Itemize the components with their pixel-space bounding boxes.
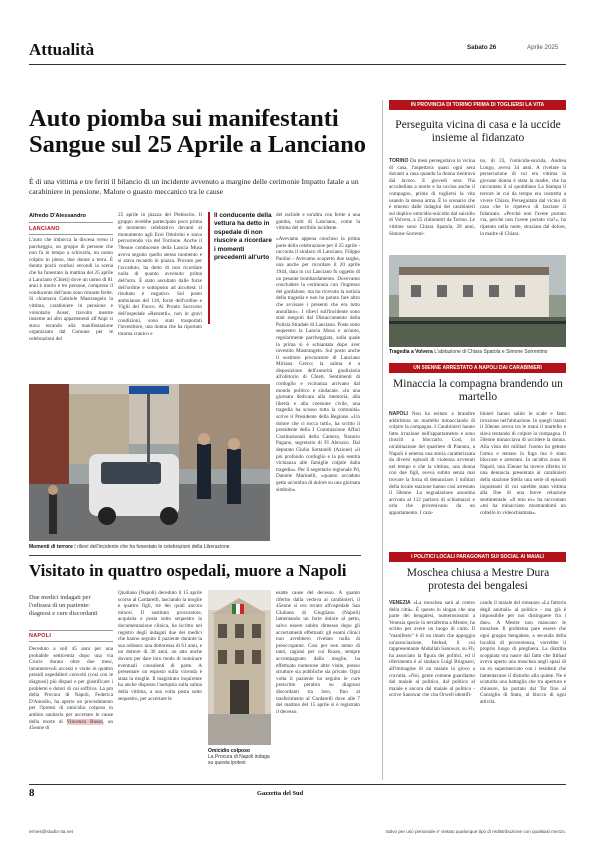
footer-left-note: ermes@studio-3a.net — [29, 829, 73, 834]
author-byline: Alfredo D'Alessandro — [29, 213, 86, 219]
main-standfirst: È di una vittima e tre feriti il bilancio di un incidente avvenuto a margine delle cerimonie Impatto fatale a un carabiniere in pensione. Malore o guasto meccanico tra le cause — [29, 177, 359, 196]
main-photo-caption — [29, 544, 329, 550]
right2-kicker-bar — [389, 363, 566, 373]
dateline-napoli-story2: NAPOLI — [29, 633, 52, 639]
main-headline — [29, 106, 366, 157]
main-col-3-top: del rachide e un'altra con ferite a una gamba, tutti di Lanciano, come la vittima del terribile incidente. — [276, 212, 360, 232]
right3-col-2: cando il maiale del romanzo «La fattoria degli animali» al politico - ma già è impossibile per noi distinguere fra i due». A Mestre non mancano le moschee. Il problema pare essere che ogni gruppo bengalese, a seconda della località di provenienza, vorrebbe il proprio luogo di preghiera. La diatriba scoppiata ora nasce dal fatto che Ittihad aveva aperto una moschea negli spazi di un ex supermercato con i residenti che lamentavano il disturbo alla quiete. Ne è scaturita una battaglia che tra apertura e chiusure, ha portato dal Tar fino al Consiglio di Stato, al blocco di ogni attività. — [480, 600, 566, 705]
page-number: 8 — [29, 787, 35, 799]
right1-dateline: TORINO — [389, 158, 409, 164]
main-col-4: «Avevamo appena concluso la prima parte della celebrazione per il 25 aprile - racconta il sindaco di Lanciano, Filippo Paolini - Avevamo scoperto due targhe, una anche per ricordare il 20 aprile 1944, data in cui Lanciano fu oggetto di un pesante bombardamento. Dovevamo concludere la cerimonia con l'ingresso del gonfalone, ma ho ricevuto la notizia della tragedia e non ho potuto fare altro che avvisare i presenti che era tutto annullato». I rilievi sull'incidente sono stati eseguiti dal Distaccamento della Polizia Stradale di Lanciano. Poste sotto sequestro la Lancia Musa e un'auto, regolarmente parcheggiata, sulla quale la prima si è schiantata dopo aver investito Mastrangelo. Sul posto anche il sostituto procuratore di Lanciano Miriana Greco; la salma è a disposizione dell'autorità giudiziaria all'obitorio di Chieti. Sentimenti di cordoglio e vicinanza arrivano dal mondo politico e sindacale. «In una giornata dedicata alla memoria, alla libertà e alla coesione civile, una tragedia ha scosso tutta la comunità» scrive il Presidente della Regione. «Un dolore che ci tocca tutti», ha scritto il presidente della I Commissione Affari Costituzionali della Camera, Nazario Pagano, segretario di FI Abruzzo. Dal deputato Giulio Sottanelli (Azione) «il più profondo cordoglio e la più sentita vicinanza alle famiglie colpite dalla tragedia». Per il segretario regionale Pd, Daniele Marinelli, «quanto accaduto getta un'ombra di dolore su una giornata simbolo». — [276, 236, 360, 493]
right3-col-1 — [389, 600, 475, 780]
right1-headline: Perseguita vicina di casa e la uccide insieme al fidanzato — [395, 119, 561, 144]
main-headline-line-2: Sangue sul 25 Aprile a Lanciano — [29, 130, 366, 158]
right2-kicker: UN 50ENNE ARRESTATO A NAPOLI DAI CARABINIERI — [413, 365, 542, 371]
right3-headline: Moschea chiusa a Mestre Dura protesta dei bengalesi — [406, 567, 550, 592]
pullquote-box — [208, 212, 273, 324]
right3-kicker: I POLITICI LOCALI PARAGONATI SUI SOCIAL AI MAIALI — [411, 554, 544, 560]
story2-col-1-text: Deceduto a soli 45 anni per una probabile setticemia dopo una via Crucis durata oltre due mesi, innumerevoli accessi e visite in quattro presidi ospedalieri convolti (così con le diagnosi) più dispari e per giustificare i problemi e dolori di cui soffriva. La pm della Procura di Napoli, Federica D'Amodio, ha aperto un procedimento per l'ipotesi di omicidio colposo in ambito sanitario per accertare le cause della morte di — [29, 646, 113, 725]
main-headline-line-1: Auto piomba sui manifestanti — [29, 105, 339, 132]
right1-photo-illustration — [389, 255, 566, 347]
right1-col-2: no, di 23, l'omicida-suicida, Andrea Longo, aveva 34 anni. A rivelare la persecuzione di cui era vittima la giovane donna è stata la madre, che ha raccontato il al quotidiano La Stampa il terrore in cui da tempo era costretta a vivere Chiara. Perseguitata dal vicino di casa che le ripeteva di lasciare il fidanzato. «Perché non l'avete portato via, perché non l'avete portato via?», ha ripetuto nella notte, straziata dal dolore, la madre di Chiara. — [480, 158, 566, 237]
right1-photo — [389, 255, 566, 347]
right3-col-1-text: «La moschea sarà al centro della città». È questo lo slogan che una parte dei bengalesi, numerosissimi a Venezia specie in terraferma a Mestre, ha scritto per avere un luogo di culto. Il "manifesto" è di un imam che appoggia un'associazione, Ittehad, il cui rappresentante Abdullah Sanowar, su Fb, ha associato la figura dei politici, ed il riferimento è al sindaco Luigi Brugnaro, all'immagine di un maiale in gioco a cravatta. «Noi, gente comune guardiamo dal maiale al politico, dal politico al maiale e ancora dal maiale al politico - scrive Sanowar che cita Orwell identifi- — [389, 600, 475, 699]
footer-right-note: Salvo per uso personale e' vietato qualunque tipo di redistribuzione con qualsiasi mezzo. — [385, 829, 566, 834]
right3-kicker-bar — [389, 552, 566, 562]
right-column-separator — [382, 100, 383, 780]
story2-photo-caption-text: La Procura di Napoli indaga su questa ipotesi — [208, 754, 270, 766]
story2-dateline-rule-top — [29, 630, 113, 631]
right3-dateline: VENEZIA — [389, 600, 411, 606]
pullquote-text: Il conducente della vettura ha detto in ospedale di non riuscire a ricordare i momenti precedenti all'urto — [214, 212, 272, 262]
issue-day: Sabato 26 — [467, 44, 497, 51]
story2-col-3: esatte cause del decesso. A quanto riferito dalla vedova ai carabinieri, il 45enne si era recato all'ospedale San Giuliano di Giugliano (Napoli) lamentando un forte dolore al petto, salvo essere subito dimesso dopo gli accertamenti effettuati: gli esami clinici non avrebbero rivelato nulla di preoccupante. Così per non meno di tanti, ragioni per cui Russo, sempre accompagnato dalla moglie, ha effettuato numerose altre visite, presso strutture sia pubbliche sia private. Ogni volta il paziente ha seguito le cure prescritte peraltro su diagnosi discordanti tra loro, fino al trasferimento al Cardarelli dove alle 7 del mattino del 15 aprile si è registrato il decesso. — [276, 590, 360, 715]
right1-kicker: IN PROVINCIA DI TORINO PRIMA DI TOGLIERSI LA VITA — [410, 102, 545, 108]
byline-rule — [29, 222, 113, 223]
right1-photo-caption-bold: Tragedia a Volvera — [389, 349, 433, 355]
dateline-rule — [29, 234, 113, 235]
header-rule — [29, 64, 566, 65]
main-col-2: 25 aprile in piazza del Plebiscito. Il gruppo avrebbe partecipato poco prima al momento celebrativo davanti al monumento agli Eroi Ottobrini e stava percorrendo via del Torrione. Anche il 78enne conducente della Lancia Musa aveva seguito quello stesso momento e si stava recando in piazza. Provato per l'accaduto, ha detto di non ricordare nulla di quanto avvenuto prima dell'urto. È stato ascoltato dalle forze dell'ordine e sottoposto ad alcoltest: il risultato è negativo. Sul posto ambulanze del 118, forze dell'ordine e Vigili del Fuoco. Al Pronto Soccorso dell'ospedale «Renzetti», non in gravi condizioni, sono stati trasportati l'investitore, una donna che ha riportato trauma cranico e — [118, 212, 202, 337]
dateline-lanciano: LANCIANO — [29, 226, 60, 232]
publication-name: Gazzetta del Sud — [257, 790, 304, 797]
footer-rule — [29, 784, 566, 785]
right2-col-2: binieri hanno salito le scale e fatto irruzione nell'abitazione. In quegli istanti il 50enne aveva tra le mani il martello e stava tentando di colpire la compagna. Il 50enne minacciava di uccidere la donna. Alla vista dei militari l'uomo ha gettato l'arma e tentato la fuga ma è stato bloccato e arrestato. In un'altra zona di Napoli, una 35enne ha invece riferito in una denuncia presentata ai carabinieri della stazione Stella una serie di episodi inquietanti di cui sarebbe stata vittima alla fine di una breve relazione sentimentale. «Il mio ex» ha raccontato «mi ha minacciato mostrandomi un coltello in videochiamata». — [480, 411, 566, 516]
right2-headline: Minaccia la compagna brandendo un martello — [393, 378, 563, 403]
right1-col-1 — [389, 158, 475, 252]
main-col-1: L'auto che imbocca la discesa verso il parcheggio, un gruppo di persone che non fa in tempo a schivarla, un uomo colpito in pieno, due donne a terra. È durata pochi confusi secondi la scena che ha funestato la mattina del 25 aprile a Lanciano (Chieti) dove un uomo di 81 anni è morto e tre persone, compreso il conducente dell'auto sono rimaste ferite. Si chiamava Gabriele Mastrangelo la vittima, carabiniere in pensione e volontario Auser, travolto mentre insieme ad altri appartenenti all'Anpi si stava recando alla manifestazione organizzata dal Comune per le celebrazioni del — [29, 237, 113, 342]
story2-col-2: Qualiano (Napoli) deceduto il 15 aprile scorso al Cardarelli, lasciando la moglie e quattro figli, tre dei quali ancora minori. Il sostituto procuratore, acquisita e posta sotto sequestro la documentazione clinica, ha iscritto nel registro degli indagati due dei medici che hanno seguito il paziente durante la sua odissea: una dottoressa di 61 anni, e un dottore di 36 anni, un atto anche dovuto per dare loro modo di nominare eventuali consulenti di parte. A presentare un esposto sulla vicenda è stata la moglie. Il magistrato inquirente ha anche disposto l'autopsia sulla salma della vittima, a sua volta posta sotto sequestro, per accertare le — [118, 590, 202, 702]
story2-photo-caption — [208, 748, 271, 766]
section-title: Attualità — [29, 40, 95, 59]
main-photo-illustration — [29, 384, 270, 541]
story2-col-1 — [29, 646, 113, 781]
story2-headline: Visitato in quattro ospedali, muore a Napoli — [29, 561, 347, 580]
story2-top-rule — [29, 555, 361, 556]
right2-col-1 — [389, 411, 475, 542]
right2-col-1-text: Non ha esitato a brandire addirittura un martello minacciando di colpire la compagna. I Carabinieri hanno fatto irruzione nell'appartamento e sono riusciti a bloccarlo. Così, in un'abitazione del quartiere di Pianura, a Napoli è emersa una storia caratterizzata da diversi episodi di violenza avvenuti nel tempo e che la vittima, una donna con due figli, aveva subito senza mai trovare la forza di denunciare. I militari della locale stazione hanno così arrestato il 50enne. La segnalazione anonima arrivata al 112 parlava di schiamazzi e urla che provenivano da un appartamento. I cara- — [389, 411, 475, 516]
right1-kicker-bar — [389, 100, 566, 110]
main-photo — [29, 384, 270, 541]
story2-standfirst: Due medici indagati per l'odissea di un paziente: diagnosi e cure discordanti — [29, 594, 98, 617]
story2-photo — [208, 590, 271, 745]
story2-photo-illustration — [208, 590, 271, 745]
story2-col-1-end: , un 45enne di — [29, 718, 113, 732]
story2-photo-caption-bold: Omicidio colposo — [208, 748, 250, 754]
story2-dateline-rule-bottom — [29, 641, 113, 642]
right2-dateline: NAPOLI — [389, 411, 408, 417]
right1-photo-caption-text: L'abitazione di Chiara Spatola e Simone Sorrentino — [434, 349, 548, 355]
issue-month-year: Aprile 2025 — [527, 44, 559, 51]
main-photo-caption-text: I rilievi dell'incidente che ha funestato le celebrazioni della Liberazione — [74, 544, 230, 550]
main-photo-caption-bold: Momenti di terrore — [29, 544, 73, 550]
victim-name-highlight: Vincenzo Russo — [66, 718, 103, 725]
right1-photo-caption — [389, 349, 566, 355]
right1-col-1-text: Da mesi perseguitava la vicina di casa, l'aspettava quasi ogni sera davanti a casa quando la donna rientrava dal lavoro. E giovedì sera l'ha accoltellata a morte e ha ucciso anche il compagno, prima di togliersi la vita usando la stessa arma. È lo scenario che è emerso dalle indagini dei carabinieri sul duplice omicidio-suicidio dal suicidio di Volvera, a 25 chilometri da Torino. Le vittime sono Chiara Spatola, 28 anni, Simone Sorrenti- — [389, 158, 475, 237]
